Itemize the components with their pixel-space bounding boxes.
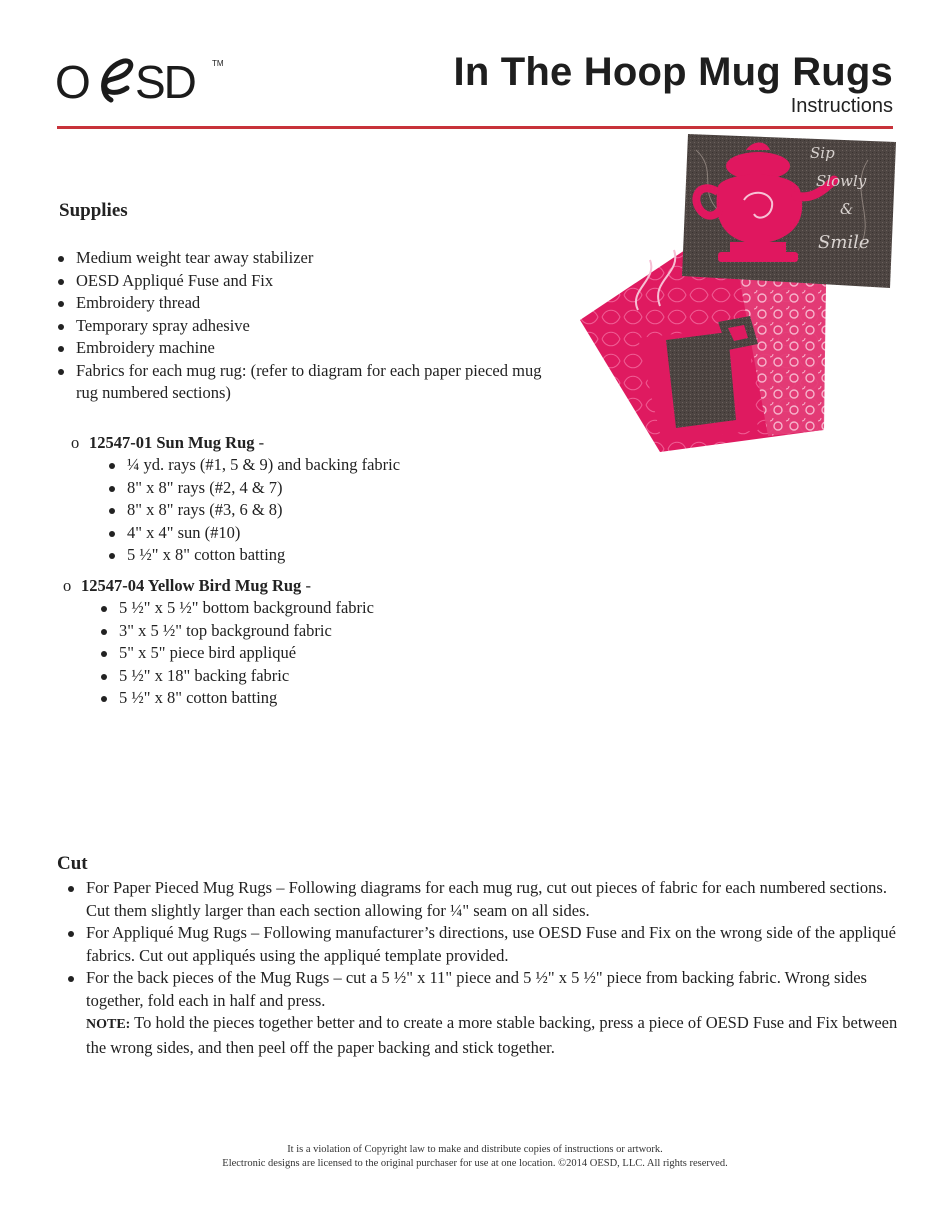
footer-line-2: Electronic designs are licensed to the original purchaser for use at one location. ©2014 OESD, LLC. All rights reserved. — [222, 1158, 728, 1169]
sub-bullet-marker: o — [63, 576, 72, 595]
group-suffix: - — [301, 576, 311, 595]
list-item: 3" x 5 ½" top background fabric — [101, 620, 541, 643]
page-title: In The Hoop Mug Rugs — [453, 50, 893, 94]
list-item: 5 ½" x 8" cotton batting — [109, 544, 539, 567]
cut-item-text: For the back pieces of the Mug Rugs – cut a 5 ½" x 11" piece and 5 ½" x 5 ½" piece from backing fabric. Wrong sides together, fold each in half and press. — [86, 968, 867, 1010]
sun-mug-rug-heading — [71, 432, 264, 454]
sub-bullet-marker: o — [71, 433, 80, 452]
list-item: 5 ½" x 8" cotton batting — [101, 687, 541, 710]
logo-e-swash — [104, 61, 131, 100]
cut-list — [68, 877, 898, 1059]
logo-o: O — [55, 56, 90, 108]
list-item: OESD Appliqué Fuse and Fix — [58, 270, 558, 293]
group-suffix: - — [254, 433, 265, 452]
oesd-logo — [55, 48, 225, 108]
list-item: ¼ yd. rays (#1, 5 & 9) and backing fabric — [109, 454, 539, 477]
list-item: 4" x 4" sun (#10) — [109, 522, 539, 545]
list-item: For Appliqué Mug Rugs – Following manufacturer’s directions, use OESD Fuse and Fix on the wrong side of the appliqué fabrics. Cut out appliqués using the appliqué template provided. — [68, 922, 898, 967]
mug-rug-teapot — [682, 134, 896, 288]
supplies-heading: Supplies — [59, 200, 128, 221]
note-text: To hold the pieces together better and to create a more stable backing, press a piece of OESD Fuse and Fix between the wrong sides, and then peel off the paper backing and stick together. — [86, 1013, 898, 1057]
list-item: 5 ½" x 18" backing fabric — [101, 665, 541, 688]
stitched-word-4: Smile — [818, 232, 870, 253]
list-item: 5 ½" x 5 ½" bottom background fabric — [101, 597, 541, 620]
page-subtitle: Instructions — [790, 95, 893, 117]
logo-sd: SD — [135, 56, 195, 108]
supplies-list — [58, 247, 558, 405]
list-item: Embroidery machine — [58, 337, 558, 360]
list-item — [68, 967, 898, 1059]
cut-heading: Cut — [57, 853, 88, 874]
list-item: Fabrics for each mug rug: (refer to diagram for each paper pieced mug rug numbered sections) — [58, 360, 556, 405]
group-label: 12547-04 Yellow Bird Mug Rug — [81, 576, 302, 595]
footer-line-1: It is a violation of Copyright law to make and distribute copies of instructions or artwork. — [287, 1144, 663, 1155]
sun-mug-rug-list — [109, 454, 539, 567]
group-label: 12547-01 Sun Mug Rug — [89, 433, 255, 452]
mug-rugs-photo — [578, 130, 898, 456]
note-label: NOTE: — [86, 1017, 131, 1032]
stitched-word-1: Sip — [810, 144, 835, 162]
list-item: 5" x 5" piece bird appliqué — [101, 642, 541, 665]
copyright-footer — [0, 1143, 950, 1171]
list-item: 8" x 8" rays (#2, 4 & 7) — [109, 477, 539, 500]
stitched-word-3: & — [840, 200, 854, 218]
stitched-word-2: Slowly — [816, 172, 867, 190]
header-divider — [57, 126, 893, 129]
list-item: 8" x 8" rays (#3, 6 & 8) — [109, 499, 539, 522]
svg-text:TM: TM — [212, 59, 224, 68]
list-item: Medium weight tear away stabilizer — [58, 247, 558, 270]
yellow-bird-mug-rug-list — [101, 597, 541, 710]
list-item: For Paper Pieced Mug Rugs – Following diagrams for each mug rug, cut out pieces of fabric for each numbered sections. Cut them slightly larger than each section allowing for ¼" seam on all sides. — [68, 877, 898, 922]
list-item: Embroidery thread — [58, 292, 558, 315]
list-item: Temporary spray adhesive — [58, 315, 558, 338]
yellow-bird-mug-rug-heading — [63, 575, 311, 597]
